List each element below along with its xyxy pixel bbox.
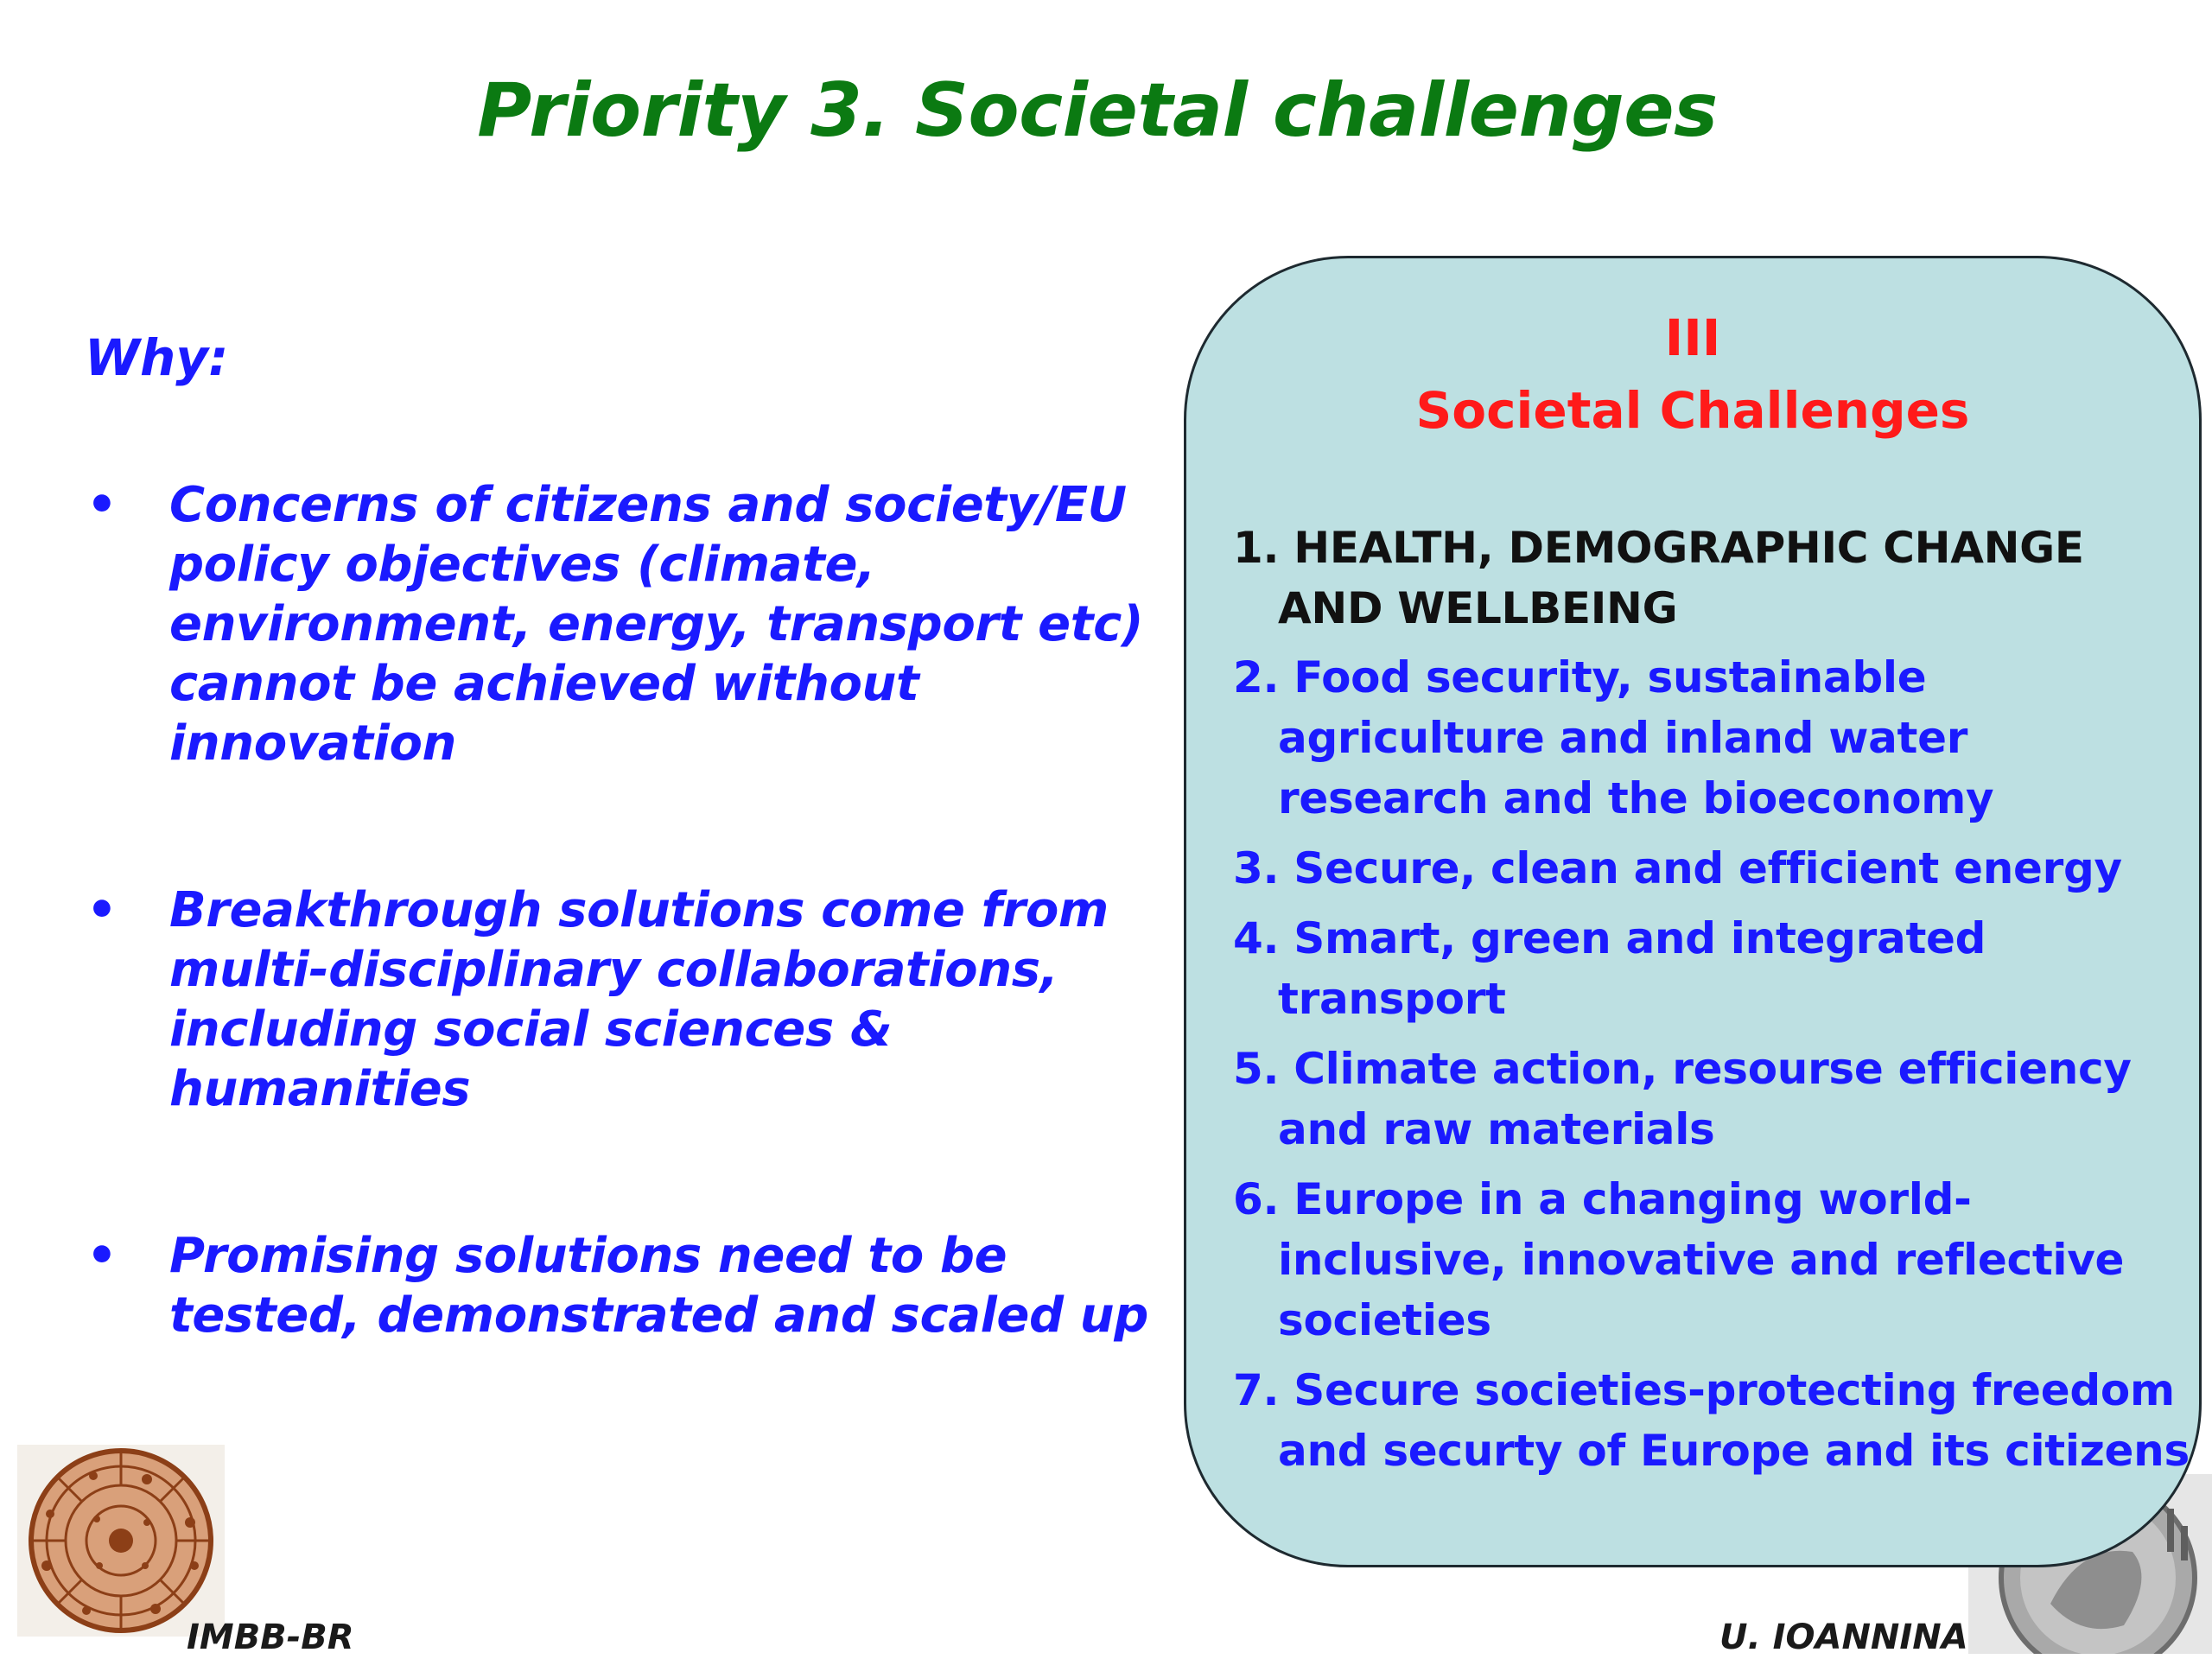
challenge-item: 2. Food security, sustainable agriculture and inland water research and the bioeconomy — [1233, 652, 1994, 823]
bullet-dot-icon: • — [86, 1228, 118, 1284]
challenge-item: 5. Climate action, resourse efficiency and raw materials — [1233, 1044, 2132, 1154]
why-label: Why: — [85, 328, 229, 387]
bullet-item — [85, 880, 1156, 1119]
footer-right-label: U. IOANNINA — [1719, 1618, 1968, 1657]
bullet-text: Breakthrough solutions come from multi-disciplinary collaborations, including social sciences & humanities — [169, 882, 1109, 1117]
challenge-item: 7. Secure societies-protecting freedom and securty of Europe and its citizens — [1233, 1365, 2190, 1476]
slide-title: Priority 3. Societal challenges — [477, 67, 1718, 154]
box-roman-numeral: III — [1664, 308, 1721, 367]
bullet-dot-icon: • — [86, 477, 118, 533]
bullet-item — [85, 1226, 1156, 1345]
challenge-item: 3. Secure, clean and efficient energy — [1233, 843, 2122, 893]
bullet-dot-icon: • — [86, 882, 118, 938]
challenge-item: 1. HEALTH, DEMOGRAPHIC CHANGE AND WELLBEING — [1233, 523, 2084, 633]
bullet-text: Promising solutions need to be tested, demonstrated and scaled up — [169, 1228, 1148, 1344]
challenge-item: 6. Europe in a changing world- inclusive, innovative and reflective societies — [1233, 1174, 2125, 1345]
footer-left-label: IMBB-BR — [187, 1618, 354, 1657]
box-heading: Societal Challenges — [1415, 381, 1970, 440]
why-bullet-list — [85, 475, 1156, 1345]
phaistos-disc-seal-icon — [17, 1445, 225, 1637]
challenge-item: 4. Smart, green and integrated transport — [1233, 913, 1986, 1024]
bullet-text: Concerns of citizens and society/EU policy objectives (climate, environment, energy, transport etc) cannot be achieved without innovation — [169, 477, 1144, 772]
societal-challenges-box — [1184, 256, 2202, 1567]
challenge-list — [1233, 518, 2192, 1491]
bullet-item — [85, 475, 1156, 773]
